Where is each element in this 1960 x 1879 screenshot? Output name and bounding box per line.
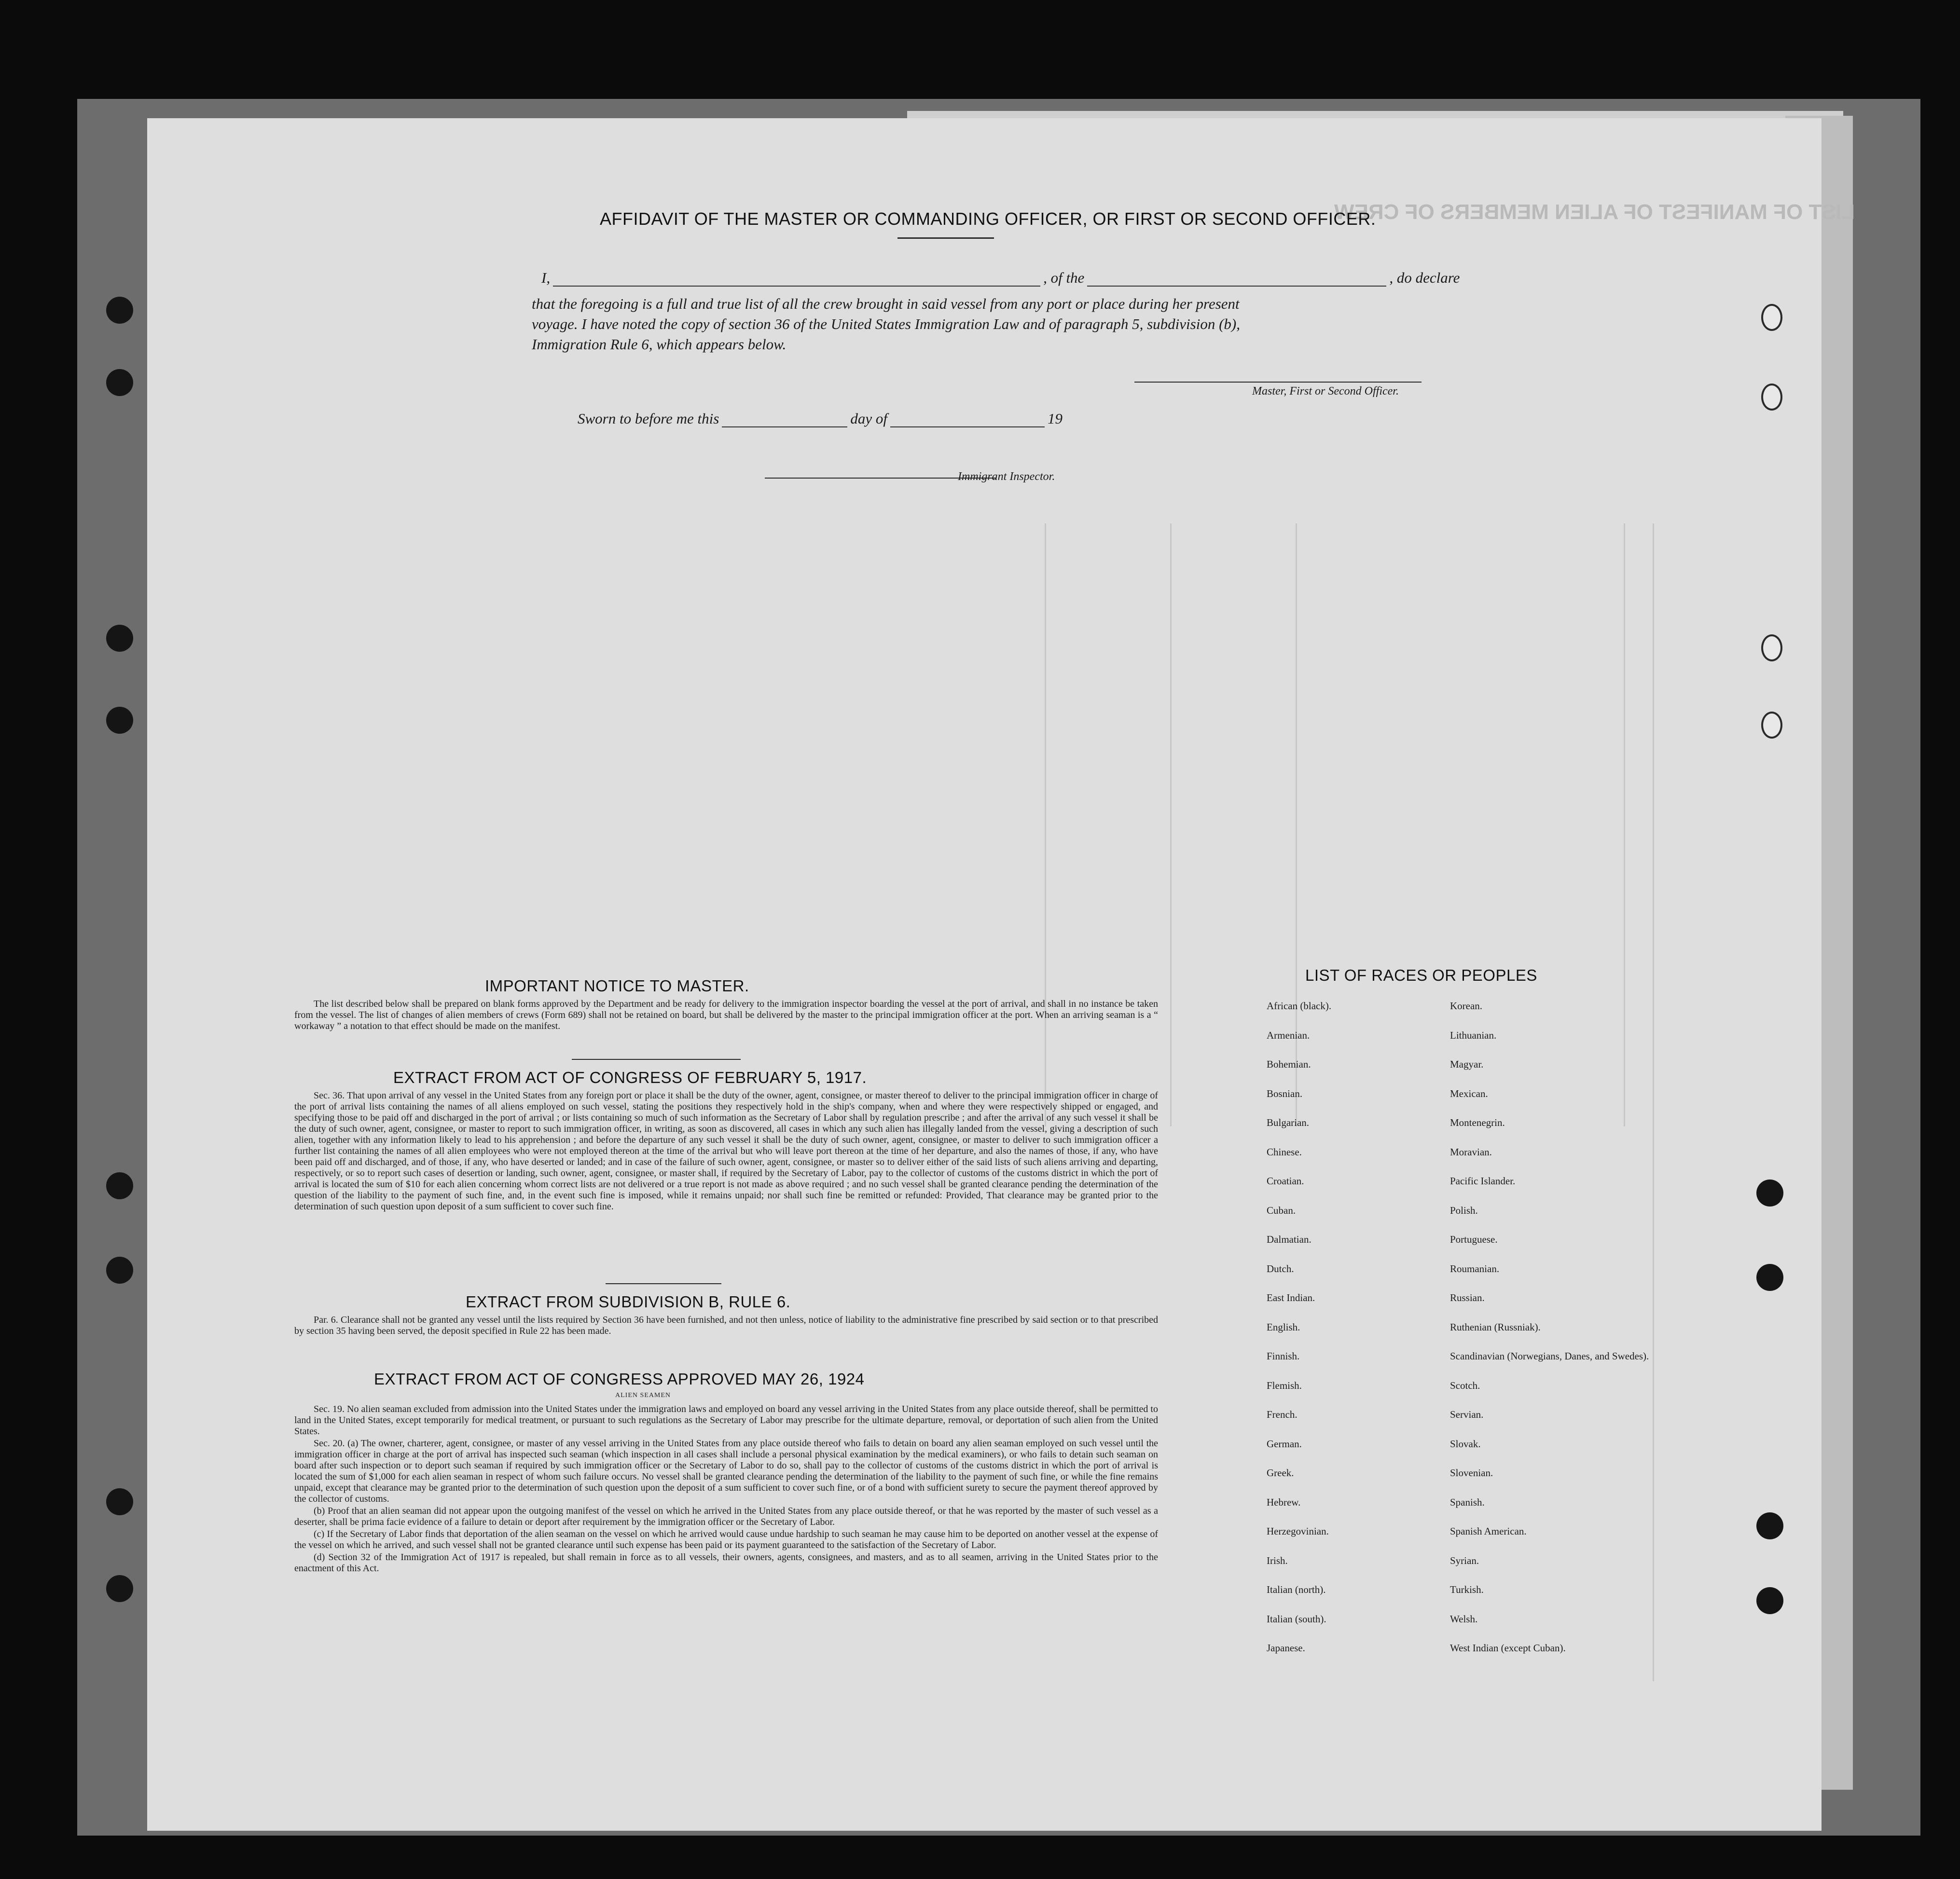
bleed-column-line xyxy=(1653,523,1654,1681)
race-item: Hebrew. xyxy=(1267,1496,1301,1508)
section-rule xyxy=(606,1283,721,1284)
race-item: Irish. xyxy=(1267,1554,1288,1566)
notice-title: IMPORTANT NOTICE TO MASTER. xyxy=(485,977,749,995)
binder-hole xyxy=(106,297,133,324)
binder-hole xyxy=(106,1488,133,1515)
extract-1917-body xyxy=(294,1090,1158,1213)
statement-line-2: voyage. I have noted the copy of section 36 of the United States Immigration Law and of paragraph 5, subdivision (b), xyxy=(532,315,1240,332)
race-item: Italian (north). xyxy=(1267,1584,1326,1595)
race-item: Cuban. xyxy=(1267,1204,1296,1216)
do-declare-label: , do declare xyxy=(1389,269,1460,286)
year-label: 19 xyxy=(1047,410,1063,427)
race-item: Scandinavian (Norwegians, Danes, and Swedes). xyxy=(1450,1350,1649,1362)
affidavit-title: AFFIDAVIT OF THE MASTER OR COMMANDING OFFICER, OR FIRST OR SECOND OFFICER. xyxy=(600,209,1376,229)
notice-body xyxy=(294,999,1158,1033)
race-item: Chinese. xyxy=(1267,1146,1302,1158)
binder-hole xyxy=(106,369,133,396)
binder-hole xyxy=(1761,304,1782,331)
binder-hole xyxy=(1756,1180,1783,1207)
extract-1917-title: EXTRACT FROM ACT OF CONGRESS OF FEBRUARY 5, 1917. xyxy=(393,1069,867,1086)
bleed-through-heading: LIST OF MANIFEST OF ALIEN MEMBERS OF CREW xyxy=(1334,200,1855,224)
extract-rule6-body xyxy=(294,1315,1158,1338)
race-item: Pacific Islander. xyxy=(1450,1175,1516,1187)
day-of-label: day of xyxy=(850,410,887,427)
race-item: Greek. xyxy=(1267,1467,1294,1479)
extract-1924-body xyxy=(294,1404,1158,1575)
binder-hole xyxy=(1761,634,1782,661)
binder-hole xyxy=(106,1172,133,1199)
inspector-caption: Immigrant Inspector. xyxy=(958,470,1055,483)
race-item: Dutch. xyxy=(1267,1262,1294,1275)
race-item: Bosnian. xyxy=(1267,1087,1303,1099)
section-20b-paragraph: (b) Proof that an alien seaman did not appear upon the outgoing manifest of the vessel on which he arrived in the United States from any place outside thereof, or that he was reported by the master of such vessel as a deserter, shall be prima facie evidence of a failure to detain or deport after requirement by the immigration officer or the Secretary of Labor. xyxy=(294,1506,1158,1527)
binder-hole xyxy=(1761,712,1782,739)
race-item: Herzegovinian. xyxy=(1267,1525,1329,1537)
race-item: Moravian. xyxy=(1450,1146,1492,1158)
of-the-label: , of the xyxy=(1043,269,1085,286)
binder-hole xyxy=(106,1575,133,1602)
sworn-day-blank xyxy=(722,426,847,427)
notice-paragraph: The list described below shall be prepared on blank forms approved by the Department and be ready for delivery to the immigration inspector boarding the vessel at the port of arrival, and shall in no instance be taken from the vessel. The list of changes of alien members of crews (Form 689) shall not be retained on board, but shall be delivered by the master to the principal immigration officer at the port. When an arriving seaman is a “ workaway ” a notation to that effect should be made on the manifest. xyxy=(294,999,1158,1031)
bleed-column-line xyxy=(1170,523,1172,1126)
binder-hole xyxy=(1756,1264,1783,1291)
race-item: Korean. xyxy=(1450,1000,1483,1012)
race-item: Slovenian. xyxy=(1450,1467,1493,1479)
race-item: Japanese. xyxy=(1267,1642,1305,1654)
statement-line-1: that the foregoing is a full and true list of all the crew brought in said vessel from any port or place during her present xyxy=(532,295,1240,312)
race-item: Armenian. xyxy=(1267,1029,1310,1041)
race-item: East Indian. xyxy=(1267,1292,1315,1303)
sworn-label: Sworn to before me this xyxy=(578,410,719,427)
binder-hole xyxy=(106,1257,133,1284)
sworn-month-blank xyxy=(890,426,1045,427)
race-item: Flemish. xyxy=(1267,1379,1302,1391)
section-20d-paragraph: (d) Section 32 of the Immigration Act of 1917 is repealed, but shall remain in force as to all vessels, their owners, agents, consignees, and masters, and as to all seamen, arriving in the United States prior to the enactment of this Act. xyxy=(294,1552,1158,1574)
race-item: African (black). xyxy=(1267,1000,1332,1012)
races-left-column xyxy=(1267,991,1331,1663)
race-item: Finnish. xyxy=(1267,1350,1300,1362)
race-item: Syrian. xyxy=(1450,1554,1479,1566)
alien-seamen-subtitle: ALIEN SEAMEN xyxy=(615,1392,671,1399)
vessel-blank xyxy=(1087,286,1386,287)
binder-hole xyxy=(1756,1512,1783,1539)
race-item: Servian. xyxy=(1450,1409,1484,1420)
race-item: Scotch. xyxy=(1450,1379,1480,1391)
declaration-line xyxy=(541,269,1460,287)
extract-1924-title: EXTRACT FROM ACT OF CONGRESS APPROVED MAY 26, 1924 xyxy=(374,1370,865,1388)
races-right-column xyxy=(1450,991,1649,1663)
races-title: LIST OF RACES OR PEOPLES xyxy=(1305,966,1537,984)
race-item: Bulgarian. xyxy=(1267,1117,1310,1128)
race-item: Bohemian. xyxy=(1267,1058,1311,1070)
statement-line-3: Immigration Rule 6, which appears below. xyxy=(532,336,787,353)
document-page xyxy=(147,118,1855,1831)
race-item: Welsh. xyxy=(1450,1613,1478,1625)
race-item: Magyar. xyxy=(1450,1058,1484,1070)
section-20a-paragraph: Sec. 20. (a) The owner, charterer, agent, consignee, or master of any vessel arriving in the United States from any place outside thereof who fails to detain on board any alien seaman employed on such vessel until the immigration officer in charge at the port of arrival has inspected such seaman (which inspection in all cases shall include a personal physical examination by the medical examiners), or who fails to detain such seaman on board after such inspection or to deport such seaman if required by such immigration officer or the Secretary of Labor to do so, shall pay to the collector of customs of the customs district in which the port of arrival is located the sum of $1,000 for each alien seaman in respect of whom such failure occurs. No vessel shall be granted clearance pending the determination of the liability to the payment of such fine, or while the fine remains unpaid, except that clearance may be granted prior to the determination of such question upon the deposit of a sum sufficient to cover such fine, or of a bond with sufficient surety to secure the payment thereof approved by the collector of customs. xyxy=(294,1438,1158,1504)
race-item: Turkish. xyxy=(1450,1584,1484,1595)
race-item: Lithuanian. xyxy=(1450,1029,1497,1041)
race-item: Russian. xyxy=(1450,1292,1485,1303)
section-36-paragraph: Sec. 36. That upon arrival of any vessel in the United States from any foreign port or place it shall be the duty of the owner, agent, consignee, or master thereof to deliver to the principal immigration officer in charge of the port of arrival lists containing the names of all aliens employed on such vessel, stating the positions they respectively hold in the ship's company, when and where they were respectively shipped or engaged, and specifying those to be paid off and discharged in the port of arrival ; or lists containing so much of such information as the Secretary of Labor shall by regulation prescribe ; and after the arrival of any such vessel it shall be the duty of such owner, agent, consignee, or master to report to such immigration officer, in writing, as soon as discovered, all cases in which any such alien has illegally landed from the vessel, giving a description of such alien, together with any information likely to lead to his apprehension ; and before the departure of any such vessel it shall be the duty of such owner, agent, consignee, or master to deliver to such immigration officer a further list containing the names of all alien employees who were not employed thereon at the time of the arrival but who will leave port thereon at the time of her departure, and also the names of those, if any, who have been paid off and discharged, and of those, if any, who have deserted or landed; and in case of the failure of such owner, agent, consignee, or master so to deliver either of the said lists of such aliens arriving and departing, respectively, or so to report such cases of desertion or landing, such owner, agent, consignee, or master shall, if required by the Secretary of Labor, pay to the collector of customs of the customs district in which the port of arrival is located the sum of $10 for each alien concerning whom correct lists are not delivered or a true report is not made as above required ; and no such vessel shall be granted clearance pending the determination of the question of the liability to the payment of such fine, and, in the event such fine is imposed, while it remains unpaid; nor shall such fine be remitted or refunded: Provided, That clearance may be granted prior to the determination of such question upon deposit of a sum sufficient to cover such fine. xyxy=(294,1090,1158,1212)
name-blank xyxy=(553,286,1040,287)
sworn-line xyxy=(578,410,1063,427)
race-item: Ruthenian (Russniak). xyxy=(1450,1321,1541,1333)
binder-hole xyxy=(1756,1587,1783,1614)
race-item: West Indian (except Cuban). xyxy=(1450,1642,1566,1654)
rule-6-paragraph: Par. 6. Clearance shall not be granted any vessel until the lists required by Section 36 have been furnished, and not then unless, notice of liability to the administrative fine prescribed by said section or to that prescribed by section 35 having been served, the deposit specified in Rule 22 has been made. xyxy=(294,1315,1158,1336)
race-item: Portuguese. xyxy=(1450,1234,1498,1245)
race-item: Montenegrin. xyxy=(1450,1117,1505,1128)
bleed-column-line xyxy=(1045,523,1046,1126)
binder-hole xyxy=(106,707,133,734)
section-rule xyxy=(572,1059,741,1060)
extract-rule6-title: EXTRACT FROM SUBDIVISION B, RULE 6. xyxy=(466,1293,791,1311)
binder-hole xyxy=(106,625,133,652)
race-item: Mexican. xyxy=(1450,1087,1488,1099)
section-20c-paragraph: (c) If the Secretary of Labor finds that deportation of the alien seaman on the vessel on which he arrived would cause undue hardship to such seaman he may cause him to be deported on another vessel at the expense of the vessel on which he arrived, and such vessel shall not be granted clearance until such expense has been paid or its payment guaranteed to the satisfaction of the Secretary of Labor. xyxy=(294,1529,1158,1550)
race-item: Croatian. xyxy=(1267,1175,1304,1187)
binder-hole xyxy=(1761,384,1782,411)
section-19-paragraph: Sec. 19. No alien seaman excluded from admission into the United States under the immigration laws and employed on board any vessel arriving in the United States from any place outside thereof, shall be permitted to land in the United States, except temporarily for medical treatment, or pursuant to such regulations as the Secretary of Labor may prescribe for the ultimate departure, removal, or deportation of such alien from the United States. xyxy=(294,1404,1158,1437)
race-item: Roumanian. xyxy=(1450,1262,1500,1275)
race-item: German. xyxy=(1267,1438,1302,1450)
i-label: I, xyxy=(541,269,551,286)
race-item: Spanish American. xyxy=(1450,1525,1527,1537)
signature-caption: Master, First or Second Officer. xyxy=(1252,385,1399,398)
race-item: Italian (south). xyxy=(1267,1613,1326,1625)
race-item: English. xyxy=(1267,1321,1300,1333)
signature-line xyxy=(1134,382,1422,383)
race-item: Polish. xyxy=(1450,1204,1478,1216)
race-item: Spanish. xyxy=(1450,1496,1485,1508)
race-item: Slovak. xyxy=(1450,1438,1481,1450)
race-item: Dalmatian. xyxy=(1267,1234,1311,1245)
title-rule xyxy=(897,237,994,239)
race-item: French. xyxy=(1267,1409,1297,1420)
